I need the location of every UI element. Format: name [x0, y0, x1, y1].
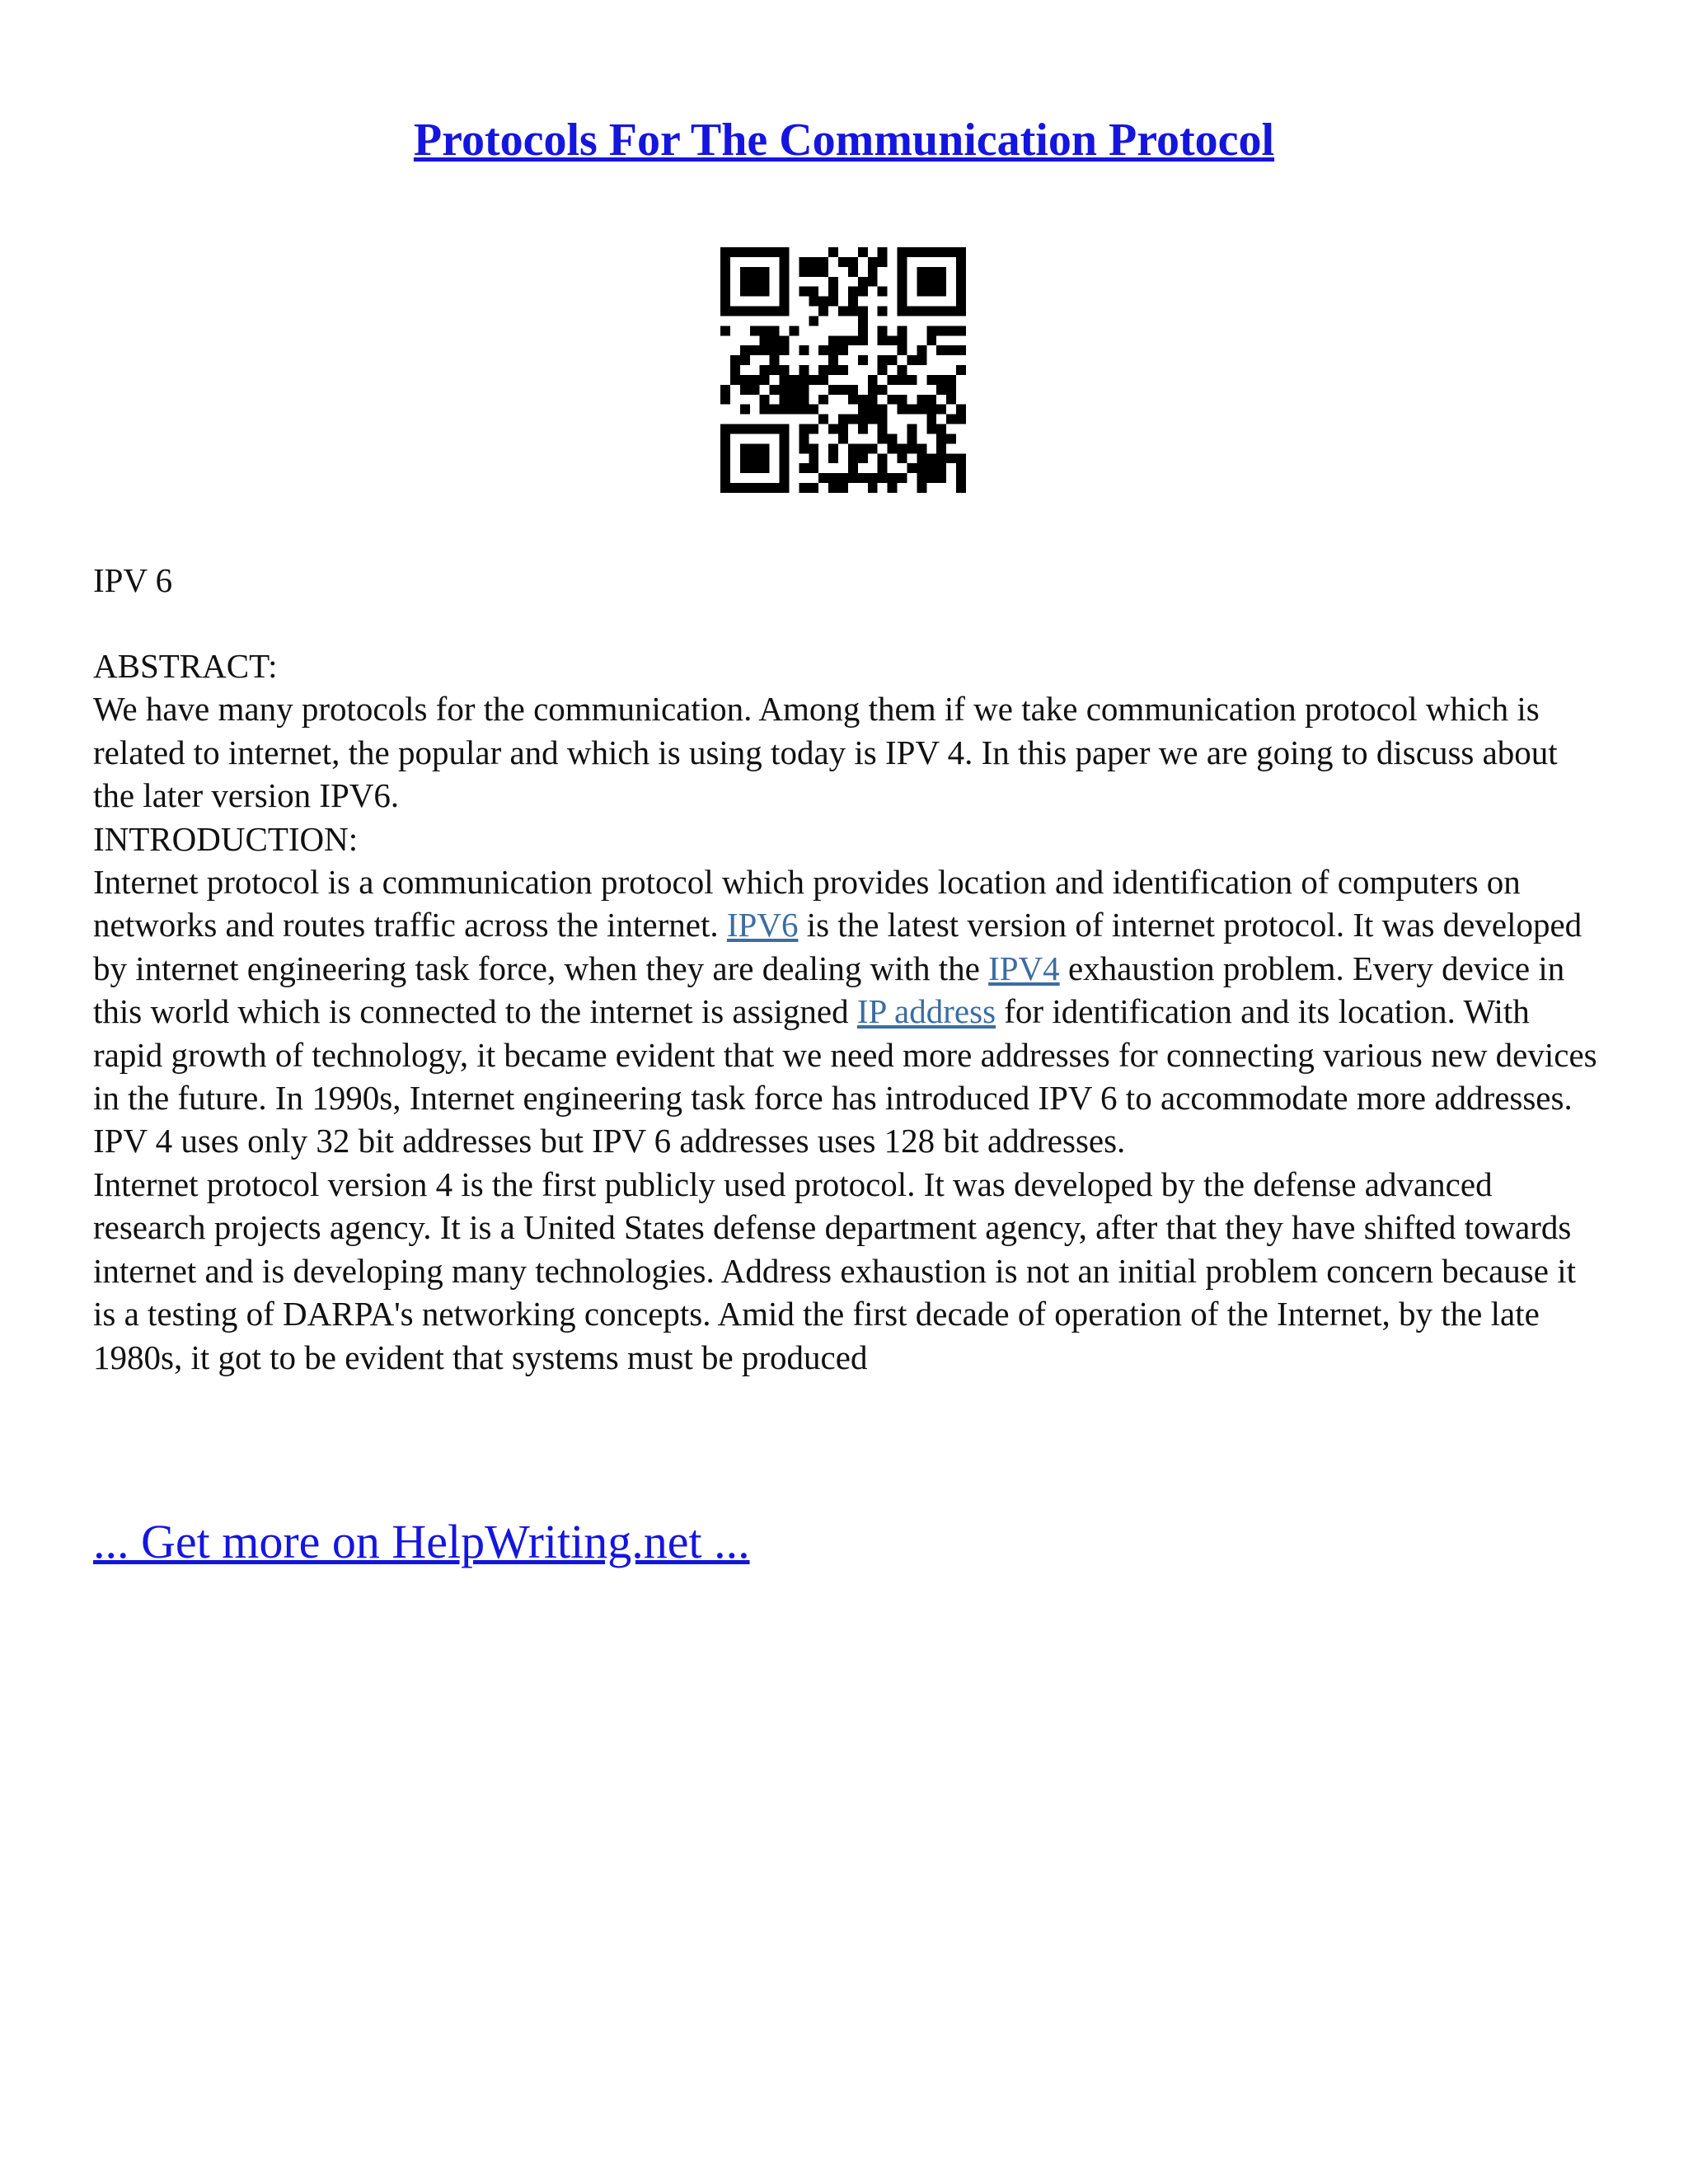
abstract-label: ABSTRACT: [93, 647, 278, 685]
intro-text-d: for identification and its location. With rapid growth of technology, it became evident that we need more addresses for connecting various new devices in the future. In 1990s, Internet engineering task force has introduced IPV 6 to accommodate more addresses. IPV 4 uses only 32 bit addresses but IPV 6 addresses uses 128 bit addresses. [93, 992, 1597, 1160]
introduction-paragraph-1 [93, 860, 1601, 1163]
intro-text-a: Internet protocol is a communication protocol which provides location and identification of computers on networks and routes traffic across the internet. [93, 863, 1521, 944]
document-body [93, 644, 1601, 1379]
intro-text-c: exhaustion problem. Every device in this world which is connected to the internet is assigned [93, 949, 1565, 1031]
document-title [0, 114, 1688, 166]
title-link[interactable]: Protocols For The Communication Protocol [413, 115, 1275, 166]
introduction-paragraph-2: Internet protocol version 4 is the first publicly used protocol. It was developed by the defense advanced research projects agency. It is a United States defense department agency, after that they have shifted towards internet and is developing many technologies. Address exhaustion is not an initial problem concern because it is a testing of DARPA's networking concepts. Amid the first decade of operation of the Internet, by the late 1980s, it got to be evident that systems must be produced [93, 1165, 1576, 1376]
ipv4-link[interactable]: IPV4 [988, 949, 1060, 987]
more-link-container [93, 1513, 750, 1571]
abstract-text: We have many protocols for the communication. Among them if we take communication protocol which is related to internet, the popular and which is using today is IPV 4. In this paper we are going to discuss about the later version IPV6. [93, 690, 1558, 815]
ip-address-link[interactable]: IP address [856, 992, 996, 1031]
ipv6-link[interactable]: IPV6 [726, 906, 799, 944]
intro-text-b: is the latest version of internet protocol. It was developed by internet engineering task force, when they are dealing with the [93, 906, 1582, 987]
qr-code [720, 247, 966, 493]
get-more-link[interactable]: ... Get more on HelpWriting.net ... [93, 1515, 750, 1568]
introduction-label: INTRODUCTION: [93, 819, 359, 858]
section-heading-ipv6: IPV 6 [93, 561, 173, 599]
